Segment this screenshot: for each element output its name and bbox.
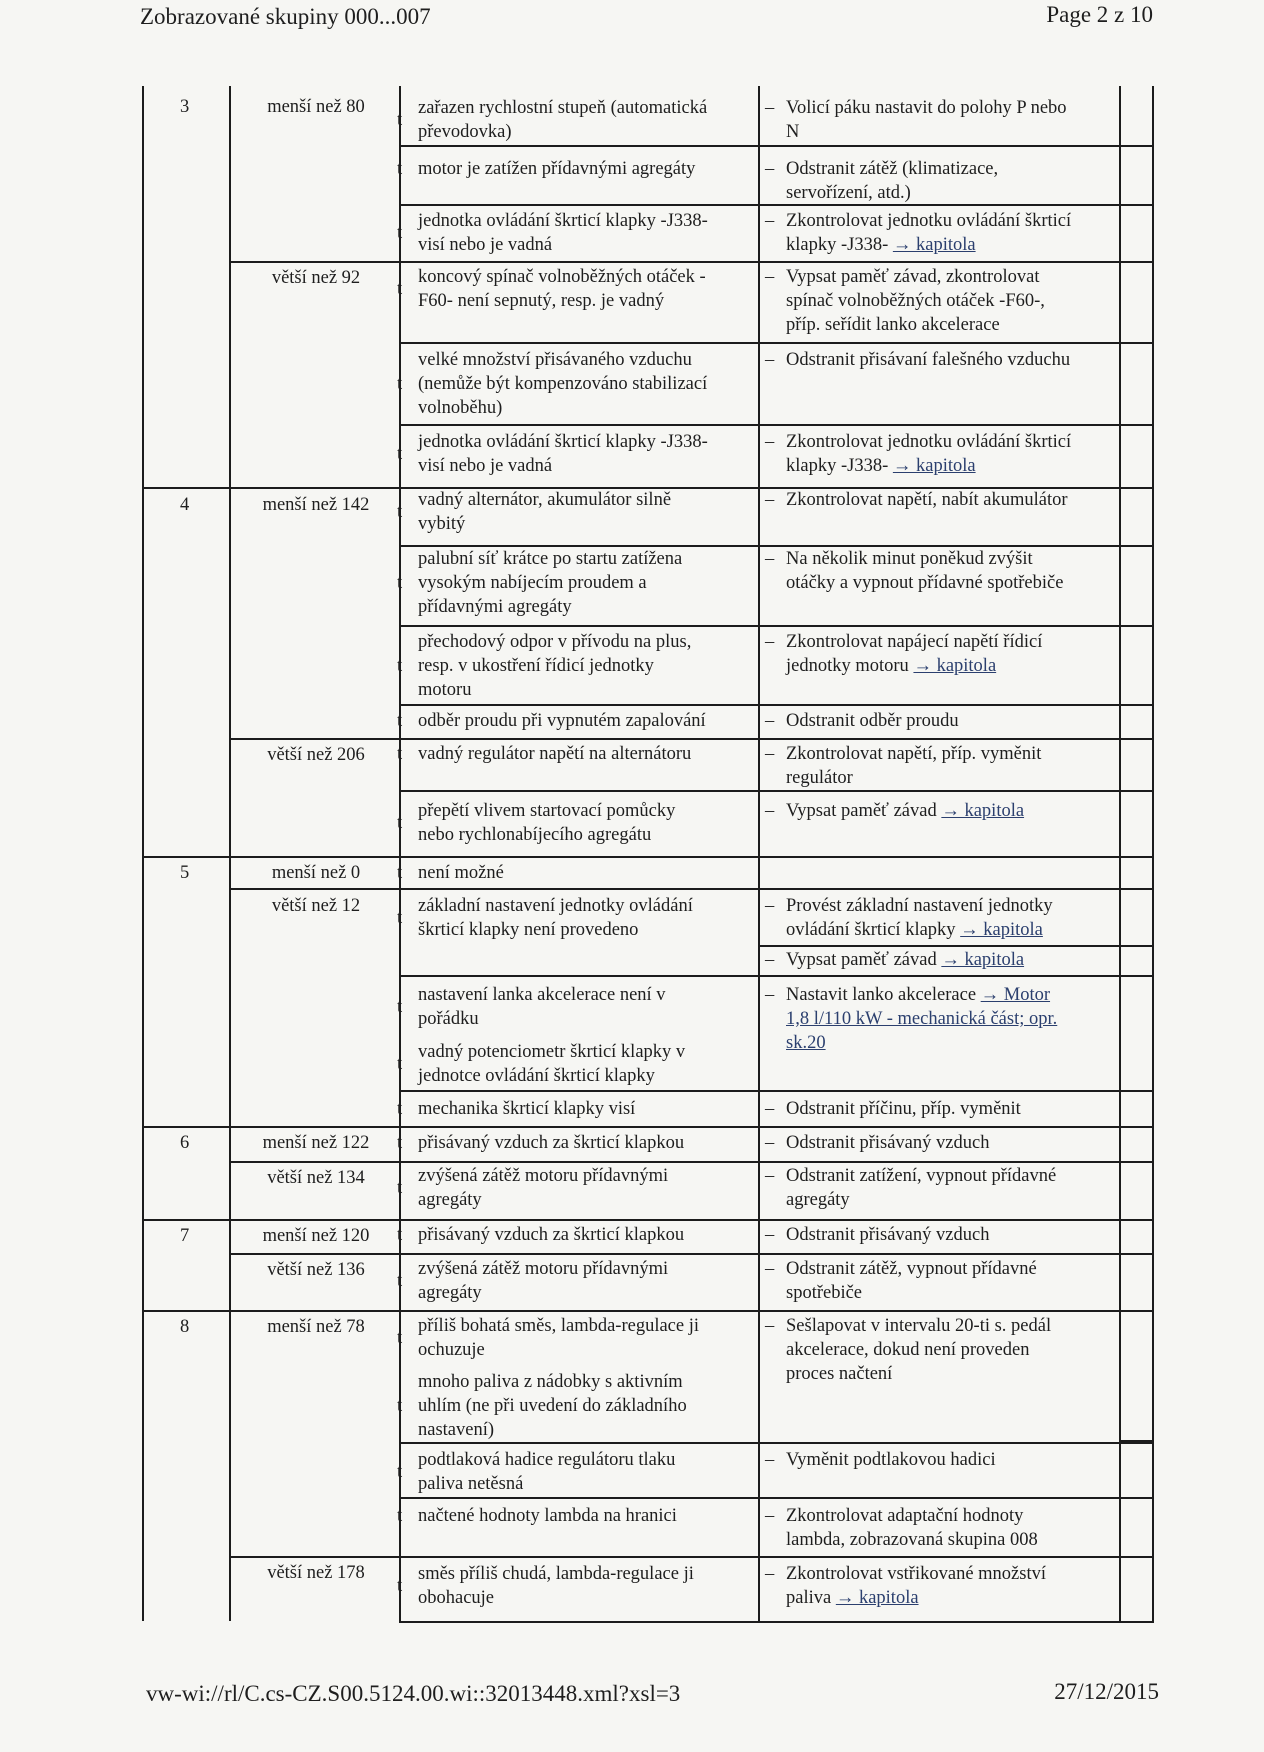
row-marker-dash: – (765, 1133, 775, 1153)
cause-text: vadný alternátor, akumulátor silně vybitý (418, 490, 672, 534)
remedy-text (786, 1097, 1120, 1121)
remedy-text (786, 96, 1120, 144)
row-marker-t: t (397, 1506, 403, 1526)
chapter-link[interactable]: → kapitola (892, 456, 976, 476)
remedy-label: Volicí páku nastavit do polohy P nebo N (786, 98, 1067, 142)
group-number: 8 (180, 1317, 190, 1337)
remedy-label: Vyměnit podtlakovou hadici (786, 1450, 996, 1470)
table-line (142, 1310, 1154, 1312)
cause-text: přepětí vlivem startovací pomůcky nebo rychlonabíjecího agregátu (418, 801, 676, 845)
remedy-text (786, 265, 1120, 337)
row-marker-dash: – (765, 98, 775, 118)
cause-text: zvýšená zátěž motoru přídavnými agregáty (418, 1259, 669, 1303)
cause-text: základní nastavení jednotky ovládání škrticí klapky není provedeno (418, 896, 693, 940)
table-line (399, 145, 1154, 147)
cause-text: odběr proudu při vypnutém zapalování (418, 711, 706, 731)
group-number: 5 (180, 863, 190, 883)
remedy-text (786, 547, 1120, 595)
threshold-value: větší než 136 (267, 1260, 365, 1280)
cause-text: koncový spínač volnoběžných otáček - F60- není sepnutý, resp. je vadný (418, 267, 706, 311)
cause-text: jednotka ovládání škrticí klapky -J338- visí nebo je vadná (418, 211, 708, 255)
table-line (229, 1556, 1154, 1558)
table-line (399, 424, 1154, 426)
row-marker-t: t (397, 1396, 403, 1416)
row-marker-dash: – (765, 632, 775, 652)
remedy-label: Odstranit zatížení, vypnout přídavné agregáty (786, 1166, 1057, 1210)
row-marker-dash: – (765, 744, 775, 764)
cause-text: příliš bohatá směs, lambda-regulace ji ochuzuje (418, 1316, 700, 1360)
cause-text: mnoho paliva z nádobky s aktivním uhlím (ne při uvedení do základního nastavení) (418, 1372, 687, 1440)
group-number: 4 (180, 495, 190, 515)
row-marker-dash: – (765, 1225, 775, 1245)
row-marker-t: t (397, 110, 403, 130)
cause-text: směs příliš chudá, lambda-regulace ji obohacuje (418, 1564, 694, 1608)
remedy-label: Na několik minut poněkud zvýšit otáčky a vypnout přídavné spotřebiče (786, 549, 1064, 593)
cause-text: zařazen rychlostní stupeň (automatická převodovka) (418, 98, 708, 142)
threshold-value: menší než 78 (267, 1317, 365, 1337)
threshold-value: menší než 142 (262, 495, 370, 515)
remedy-label: Zkontrolovat jednotku ovládání škrticí klapky -J338- (786, 432, 1072, 476)
remedy-label: Zkontrolovat napětí, příp. vyměnit regulátor (786, 744, 1042, 788)
table-line (1152, 86, 1154, 1621)
remedy-label: Odstranit přisávaný vzduch (786, 1225, 990, 1245)
cause-text: přisávaný vzduch za škrticí klapkou (418, 1133, 685, 1153)
table-line (229, 261, 1154, 263)
table-line (399, 342, 1154, 344)
cause-text: vadný regulátor napětí na alternátoru (418, 744, 692, 764)
table-line (399, 1442, 1154, 1444)
chapter-link[interactable]: → kapitola (941, 950, 1025, 970)
row-marker-dash: – (765, 1259, 775, 1279)
chapter-link[interactable]: → kapitola (835, 1588, 919, 1608)
remedy-label: Odstranit zátěž, vypnout přídavné spotřebiče (786, 1259, 1037, 1303)
row-marker-t: t (397, 573, 403, 593)
print-date: 27/12/2015 (1054, 1679, 1159, 1704)
row-marker-t: t (397, 1054, 403, 1074)
row-marker-dash: – (765, 267, 775, 287)
table-line (399, 790, 1154, 792)
table-line (399, 1621, 1154, 1623)
table-line (399, 704, 1154, 706)
row-marker-t: t (397, 223, 403, 243)
group-number: 3 (180, 97, 190, 117)
remedy-label: Odstranit zátěž (klimatizace, servořízení, atd.) (786, 159, 999, 203)
row-marker-t: t (397, 863, 403, 883)
row-marker-t: t (397, 813, 403, 833)
remedy-label: Odstranit přisávaní falešného vzduchu (786, 350, 1071, 370)
group-number: 6 (180, 1133, 190, 1153)
remedy-text (786, 983, 1120, 1055)
remedy-label: Zkontrolovat adaptační hodnoty lambda, zobrazovaná skupina 008 (786, 1506, 1038, 1550)
remedy-text (786, 1131, 1120, 1155)
table-line (229, 888, 1154, 890)
table-line (399, 1090, 1154, 1092)
row-marker-dash: – (765, 1099, 775, 1119)
threshold-value: větší než 92 (271, 268, 361, 288)
row-marker-dash: – (765, 350, 775, 370)
row-marker-t: t (397, 1178, 403, 1198)
cause-text: nastavení lanka akcelerace není v pořádku (418, 985, 666, 1029)
remedy-text (786, 630, 1120, 678)
remedy-text (786, 742, 1120, 790)
header-title: Zobrazované skupiny 000...007 (140, 4, 431, 29)
cause-text: přechodový odpor v přívodu na plus, resp. v ukostření řídicí jednotky motoru (418, 632, 692, 700)
remedy-text (786, 348, 1120, 372)
page-number: Page 2 z 10 (1046, 2, 1153, 27)
row-marker-t: t (397, 1328, 403, 1348)
cause-text: podtlaková hadice regulátoru tlaku paliva netěsná (418, 1450, 676, 1494)
row-marker-dash: – (765, 711, 775, 731)
table-line (142, 856, 1154, 858)
row-marker-t: t (397, 744, 403, 764)
row-marker-dash: – (765, 432, 775, 452)
row-marker-dash: – (765, 549, 775, 569)
cause-text: motor je zatížen přídavnými agregáty (418, 159, 696, 179)
remedy-label: Vypsat paměť závad (786, 950, 942, 970)
table-line (399, 975, 1154, 977)
cause-text: vadný potenciometr škrticí klapky v jednotce ovládání škrticí klapky (418, 1042, 686, 1086)
source-url: vw-wi://rl/C.cs-CZ.S00.5124.00.wi::32013448.xml?xsl=3 (146, 1681, 681, 1706)
row-marker-dash: – (765, 1506, 775, 1526)
remedy-text (786, 1257, 1120, 1305)
cause-text: palubní síť krátce po startu zatížena vysokým nabíjecím proudem a přídavnými agregáty (418, 549, 683, 617)
threshold-value: menší než 120 (262, 1226, 370, 1246)
table-line (229, 86, 231, 1621)
remedy-label: Sešlapovat v intervalu 20-ti s. pedál akcelerace, dokud není proveden proces načtení (786, 1316, 1052, 1384)
cause-text: mechanika škrticí klapky visí (418, 1099, 636, 1119)
row-marker-dash: – (765, 1166, 775, 1186)
row-marker-dash: – (765, 159, 775, 179)
row-marker-t: t (397, 374, 403, 394)
row-marker-t: t (397, 997, 403, 1017)
row-marker-dash: – (765, 1450, 775, 1470)
chapter-link[interactable]: → Motor 1,8 l/110 kW - mechanická část; opr. sk.20 (786, 985, 1058, 1053)
row-marker-t: t (397, 1271, 403, 1291)
row-marker-t: t (397, 711, 403, 731)
row-marker-t: t (397, 1099, 403, 1119)
table-line (142, 86, 144, 1621)
row-marker-t: t (397, 1462, 403, 1482)
cause-text: velké množství přisávaného vzduchu (nemůže být kompenzováno stabilizací volnoběhu) (418, 350, 708, 418)
row-marker-dash: – (765, 985, 775, 1005)
remedy-label: Zkontrolovat napájecí napětí řídicí jednotky motoru (786, 632, 1043, 676)
remedy-text (786, 894, 1120, 942)
table-line (229, 738, 1154, 740)
chapter-link[interactable]: → kapitola (960, 920, 1043, 940)
remedy-label: Odstranit příčinu, příp. vyměnit (786, 1099, 1021, 1119)
cause-text: přisávaný vzduch za škrticí klapkou (418, 1225, 685, 1245)
threshold-value: větší než 134 (267, 1168, 365, 1188)
remedy-label: Odstranit přisávaný vzduch (786, 1133, 990, 1153)
remedy-label: Vypsat paměť závad (786, 801, 942, 821)
threshold-value: větší než 178 (267, 1563, 365, 1583)
row-marker-dash: – (765, 1564, 775, 1584)
table-line (399, 1497, 1154, 1499)
row-marker-dash: – (765, 950, 775, 970)
remedy-label: Zkontrolovat jednotku ovládání škrticí klapky -J338- (786, 211, 1072, 255)
remedy-label: Provést základní nastavení jednotky ovládání škrticí klapky (786, 896, 1053, 940)
remedy-label: Zkontrolovat vstřikované množství paliva (786, 1564, 1046, 1608)
row-marker-t: t (397, 908, 403, 928)
table-line (142, 1219, 1154, 1221)
remedy-label: Odstranit odběr proudu (786, 711, 959, 731)
row-marker-t: t (397, 1133, 403, 1153)
remedy-text (786, 948, 1120, 972)
remedy-text (786, 709, 1120, 733)
chapter-link[interactable]: → kapitola (941, 801, 1025, 821)
remedy-label: Vypsat paměť závad, zkontrolovat spínač volnoběžných otáček -F60-, příp. seřídit lanko akcelerace (786, 267, 1045, 335)
table-line (229, 1253, 1154, 1255)
threshold-value: větší než 206 (267, 745, 365, 765)
table-line (142, 1126, 1154, 1128)
row-marker-dash: – (765, 896, 775, 916)
remedy-label: Zkontrolovat napětí, nabít akumulátor (786, 490, 1068, 510)
threshold-value: menší než 80 (267, 97, 365, 117)
remedy-text (786, 209, 1120, 257)
cause-text: zvýšená zátěž motoru přídavnými agregáty (418, 1166, 669, 1210)
remedy-text (786, 1314, 1120, 1386)
row-marker-t: t (397, 656, 403, 676)
remedy-label: Nastavit lanko akcelerace (786, 985, 981, 1005)
remedy-text (786, 430, 1120, 478)
cause-text: není možné (418, 863, 504, 883)
row-marker-t: t (397, 502, 403, 522)
row-marker-t: t (397, 444, 403, 464)
table-line (1119, 1440, 1154, 1442)
row-marker-t: t (397, 1225, 403, 1245)
remedy-text (786, 1448, 1120, 1472)
table-line (229, 1161, 1154, 1163)
remedy-text (786, 1562, 1120, 1610)
remedy-text (786, 488, 1120, 512)
threshold-value: menší než 122 (262, 1133, 370, 1153)
remedy-text (786, 799, 1120, 823)
table-line (758, 945, 1154, 947)
group-number: 7 (180, 1226, 190, 1246)
remedy-text (786, 1504, 1120, 1552)
row-marker-t: t (397, 1576, 403, 1596)
table-line (399, 625, 1154, 627)
row-marker-t: t (397, 279, 403, 299)
remedy-text (786, 157, 1120, 205)
threshold-value: větší než 12 (271, 896, 361, 916)
chapter-link[interactable]: → kapitola (913, 656, 997, 676)
table-line (399, 86, 401, 1621)
cause-text: načtené hodnoty lambda na hranici (418, 1506, 677, 1526)
row-marker-t: t (397, 159, 403, 179)
cause-text: jednotka ovládání škrticí klapky -J338- visí nebo je vadná (418, 432, 708, 476)
remedy-text (786, 1164, 1120, 1212)
row-marker-dash: – (765, 801, 775, 821)
threshold-value: menší než 0 (271, 863, 361, 883)
row-marker-dash: – (765, 211, 775, 231)
remedy-text (786, 1223, 1120, 1247)
chapter-link[interactable]: → kapitola (892, 235, 976, 255)
row-marker-dash: – (765, 1316, 775, 1336)
row-marker-dash: – (765, 490, 775, 510)
